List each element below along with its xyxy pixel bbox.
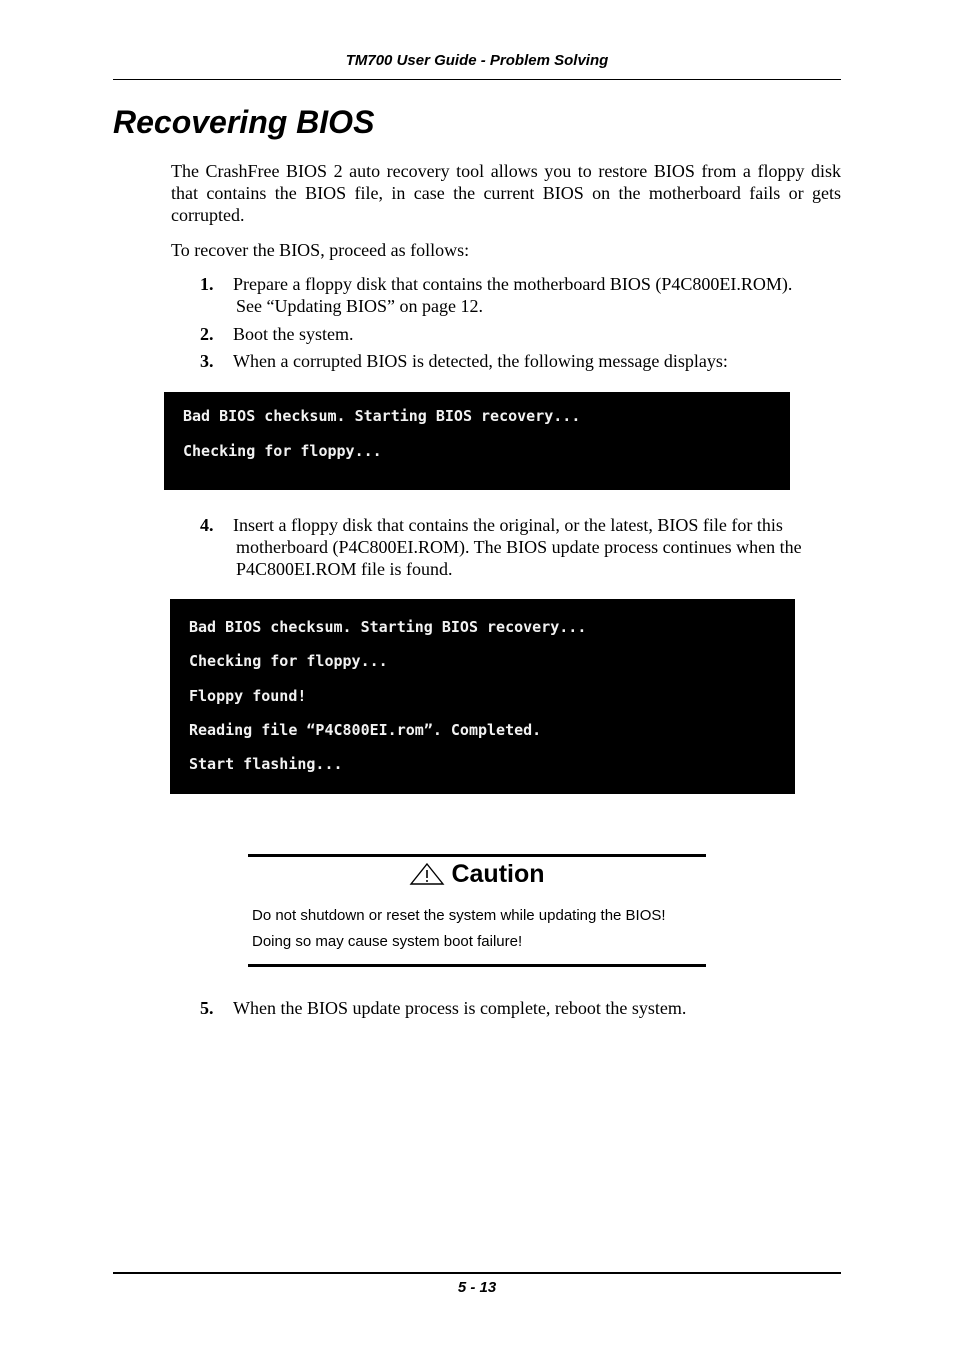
step-text: Prepare a floppy disk that contains the motherboard BIOS (P4C800EI.ROM). (233, 274, 793, 294)
terminal-line: Checking for floppy... (189, 652, 388, 670)
step-text-continued: P4C800EI.ROM file is found. (236, 559, 453, 579)
step-text-continued: See “Updating BIOS” on page 12. (236, 296, 483, 316)
terminal-line: Bad BIOS checksum. Starting BIOS recovery... (189, 618, 587, 636)
caution-title: Caution (451, 860, 545, 888)
step-1 (200, 273, 841, 317)
step-number: 2. (200, 324, 214, 344)
bios-flashing-screen (170, 599, 795, 794)
step-number: 3. (200, 351, 214, 371)
step-text: When a corrupted BIOS is detected, the following message displays: (233, 351, 728, 371)
caution-text: Do not shutdown or reset the system while updating the BIOS! (252, 907, 666, 924)
terminal-line: Floppy found! (189, 687, 307, 705)
running-header: TM700 User Guide - Problem Solving (345, 52, 609, 69)
warning-triangle-icon (409, 862, 445, 886)
terminal-line: Start flashing... (189, 755, 343, 773)
step-4 (200, 514, 841, 580)
caution-top-rule (248, 854, 706, 857)
page-title: Recovering BIOS (113, 104, 375, 140)
step-text: Boot the system. (233, 324, 354, 344)
step-number: 1. (200, 274, 214, 294)
caution-text: Doing so may cause system boot failure! (252, 933, 523, 950)
bios-recovery-screen (164, 392, 790, 490)
header-divider (113, 79, 841, 80)
lead-paragraph: To recover the BIOS, proceed as follows: (171, 240, 470, 260)
step-number: 5. (200, 998, 214, 1018)
caution-bottom-rule (248, 964, 706, 967)
terminal-line: Checking for floppy... (183, 442, 382, 460)
terminal-line: Reading file “P4C800EI.rom”. Completed. (189, 721, 542, 739)
terminal-line: Bad BIOS checksum. Starting BIOS recovery... (183, 407, 581, 425)
page-number: 5 - 13 (457, 1279, 497, 1296)
footer-divider (113, 1272, 841, 1274)
step-2 (200, 323, 841, 345)
step-3 (200, 350, 841, 372)
caution-heading (248, 860, 706, 889)
step-text: Insert a floppy disk that contains the original, or the latest, BIOS file for this (233, 515, 783, 535)
step-5 (200, 997, 841, 1019)
step-text: When the BIOS update process is complete, reboot the system. (233, 998, 687, 1018)
step-text-continued: motherboard (P4C800EI.ROM). The BIOS update process continues when the (236, 537, 802, 557)
intro-paragraph: The CrashFree BIOS 2 auto recovery tool allows you to restore BIOS from a floppy disk that contains the BIOS file, in case the current BIOS on the motherboard fails or gets corrupted. (171, 161, 841, 225)
step-number: 4. (200, 515, 214, 535)
